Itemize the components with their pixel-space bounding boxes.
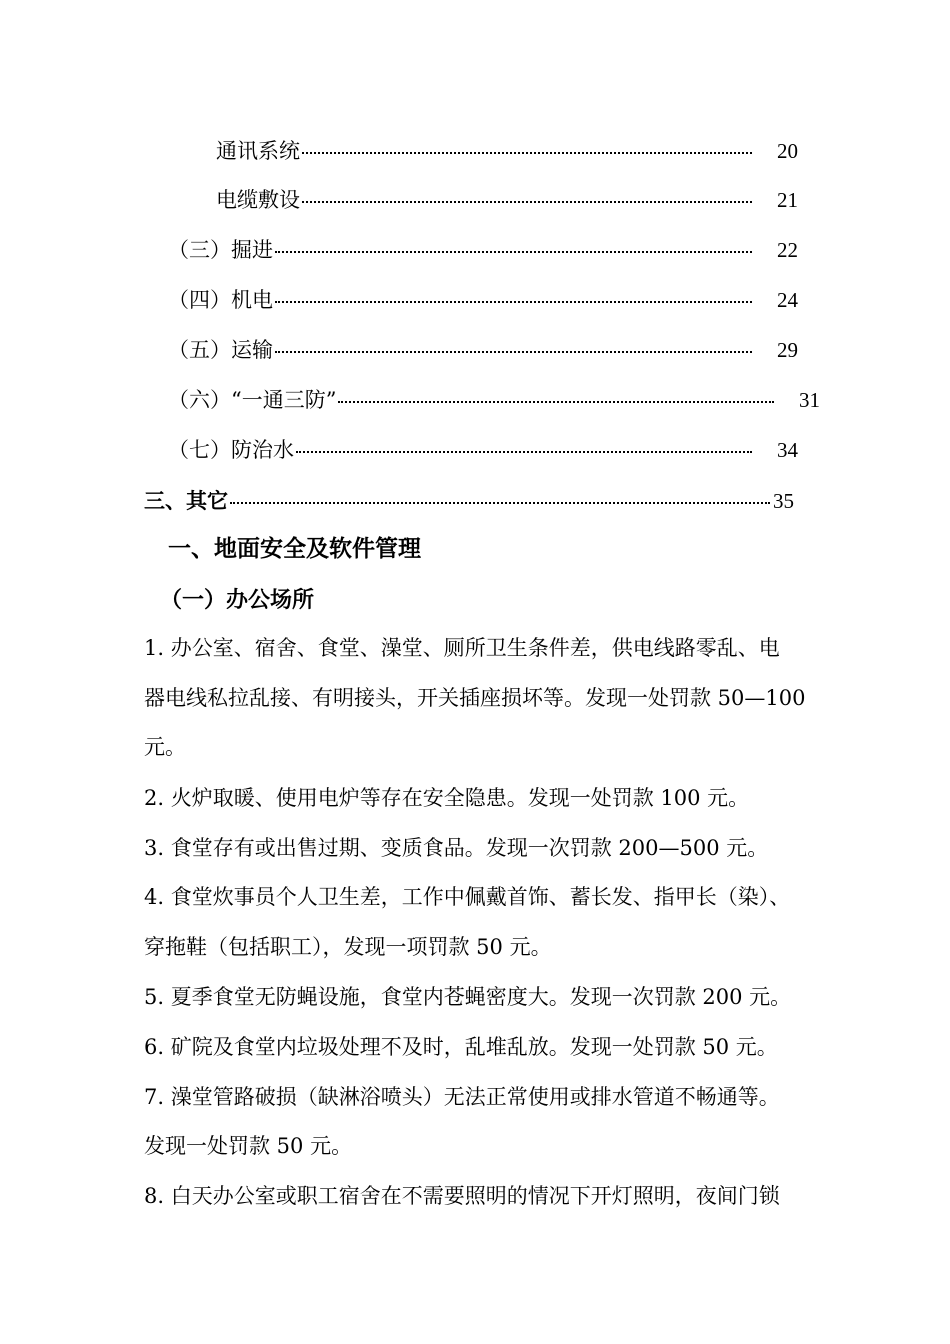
toc-page-number: 21	[777, 188, 798, 212]
toc-page-number: 20	[777, 139, 798, 163]
toc-label: （七）防治水	[168, 438, 294, 462]
body-line: 7. 澡堂管路破损（缺淋浴喷头）无法正常使用或排水管道不畅通等。	[144, 1085, 780, 1109]
toc-label: 通讯系统	[216, 139, 300, 163]
toc-entry	[168, 390, 820, 411]
body-line: 2. 火炉取暖、使用电炉等存在安全隐患。发现一处罚款 100 元。	[144, 786, 750, 810]
subsection-heading: （一）办公场所	[160, 587, 315, 613]
toc-leader	[302, 201, 752, 203]
toc-page-number: 35	[773, 489, 794, 513]
body-line: 穿拖鞋（包括职工），发现一项罚款 50 元。	[144, 935, 552, 959]
toc-label: （五）运输	[168, 338, 273, 362]
toc-entry	[144, 490, 794, 512]
toc-page-number: 24	[777, 288, 798, 312]
toc-leader	[275, 351, 752, 353]
toc-leader	[275, 301, 752, 303]
body-line: 4. 食堂炊事员个人卫生差，工作中佩戴首饰、蓄长发、指甲长（染）、	[144, 885, 791, 909]
toc-entry	[168, 440, 798, 461]
body-line: 元。	[144, 735, 186, 759]
section-heading: 一、地面安全及软件管理	[168, 535, 421, 562]
body-line: 6. 矿院及食堂内垃圾处理不及时，乱堆乱放。发现一处罚款 50 元。	[144, 1035, 778, 1059]
body-line: 发现一处罚款 50 元。	[144, 1134, 353, 1158]
toc-label: （四）机电	[168, 288, 273, 312]
toc-entry	[168, 340, 798, 361]
toc-page-number: 22	[777, 238, 798, 262]
toc-entry	[168, 240, 798, 261]
toc-leader	[338, 401, 774, 403]
toc-page-number: 29	[777, 338, 798, 362]
body-line: 5. 夏季食堂无防蝇设施，食堂内苍蝇密度大。发现一次罚款 200 元。	[144, 985, 792, 1009]
toc-leader	[302, 152, 752, 154]
toc-leader	[230, 502, 770, 504]
toc-leader	[296, 451, 752, 453]
toc-label: （三）掘进	[168, 238, 273, 262]
toc-label: （六）“一通三防”	[168, 388, 337, 412]
toc-entry	[216, 190, 798, 211]
toc-entry	[216, 141, 798, 162]
toc-entry	[168, 290, 798, 311]
body-line: 3. 食堂存有或出售过期、变质食品。发现一次罚款 200—500 元。	[144, 836, 769, 860]
body-line: 8. 白天办公室或职工宿舍在不需要照明的情况下开灯照明，夜间门锁	[144, 1184, 780, 1208]
toc-page-number: 31	[799, 388, 820, 412]
toc-label: 三、其它	[144, 488, 228, 513]
toc-leader	[275, 251, 752, 253]
body-line: 1. 办公室、宿舍、食堂、澡堂、厕所卫生条件差，供电线路零乱、电	[144, 636, 780, 660]
toc-label: 电缆敷设	[216, 188, 300, 212]
toc-page-number: 34	[777, 438, 798, 462]
body-line: 器电线私拉乱接、有明接头，开关插座损坏等。发现一处罚款 50—100	[144, 686, 806, 710]
